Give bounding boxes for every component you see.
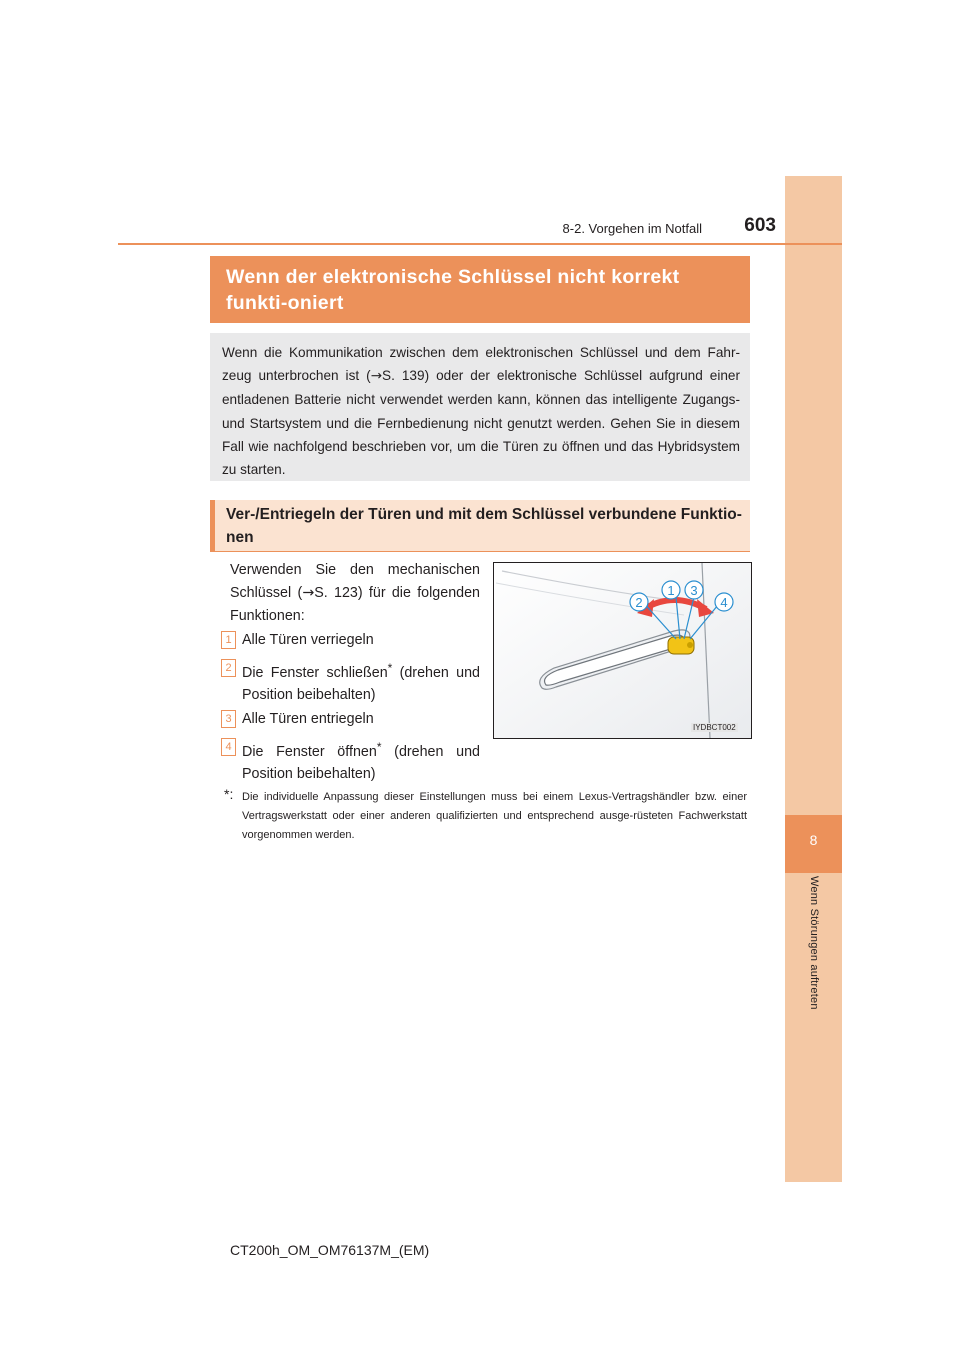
step-2-text	[242, 657, 480, 706]
header-rule	[118, 243, 842, 245]
page-number: 603	[744, 215, 776, 236]
callout-label-3: 3	[690, 583, 698, 598]
step-badge-1: 1	[221, 631, 236, 649]
step-4-text	[242, 736, 480, 785]
chapter-side-tab	[785, 176, 842, 1182]
chapter-number: 8	[809, 832, 818, 848]
step-2-label: Die Fenster schließen	[242, 665, 388, 681]
key-cylinder-center	[687, 642, 693, 648]
door-handle-illustration	[494, 563, 751, 738]
page-title: Wenn der elektronische Schlüssel nicht korrekt funkti-oniert	[226, 266, 680, 314]
subheading-box	[210, 500, 750, 552]
chapter-title: Wenn Störungen auftreten	[808, 876, 820, 1010]
body-text-part1: Verwenden Sie den mechanischen Schlüssel (	[230, 562, 480, 601]
subheading-text: Ver-/Entriegeln der Türen und mit dem Schlüssel verbundene Funktio-nen	[226, 506, 742, 546]
callout-label-1: 1	[667, 583, 675, 598]
step-badge-4: 4	[221, 738, 236, 756]
step-2-note: (drehen und Position beibehalten)	[242, 665, 480, 703]
body-text-part2: ) für die folgenden Funktionen:	[230, 585, 481, 624]
body-page-reference: S. 123	[314, 585, 358, 601]
step-1-label: Alle Türen verriegeln	[242, 632, 374, 648]
intro-box	[210, 333, 750, 481]
subheading-accent	[210, 500, 215, 552]
body-intro	[230, 559, 480, 628]
reference-arrow: →	[302, 585, 315, 601]
reference-arrow: →	[370, 368, 383, 385]
step-badge-3: 3	[221, 710, 236, 728]
section-label: 8-2. Vorgehen im Notfall	[562, 221, 702, 236]
title-bar	[210, 256, 750, 323]
step-4-label: Die Fenster öffnen	[242, 744, 377, 760]
callout-label-4: 4	[720, 595, 728, 610]
footnote-star: *	[376, 740, 382, 754]
subheading-underline	[210, 551, 750, 552]
intro-page-reference: S. 139	[382, 368, 425, 384]
intro-text-part2: ) oder der elektronische Schlüssel aufgrund einer entladenen Batterie nicht verwendet werden kann, können das intelligente Zugangs- und Startsystem und die Fernbedienung nicht genutzt werden. Gehen Sie in diesem Fall wie nachfolgend beschrieben vor, um die Türen zu öffnen und das Hybridsystem zu starten.	[222, 368, 740, 478]
step-3-text	[242, 708, 480, 730]
footnote-text: Die individuelle Anpassung dieser Einstellungen muss bei einem Lexus-Vertragshändler bzw. einer Vertragswerkstatt oder einer anderen qualifizierten und entsprechend ausge-rüsteten Fachwerkstatt vorgenommen werden.	[242, 791, 747, 841]
step-4-note: (drehen und Position beibehalten)	[242, 744, 481, 782]
callout-label-2: 2	[635, 595, 643, 610]
step-badge-2: 2	[221, 659, 236, 677]
step-3-label: Alle Türen entriegeln	[242, 711, 374, 727]
figure-code: IYDBCT002	[693, 723, 736, 732]
intro-text	[222, 341, 740, 481]
footnote-star: *	[387, 661, 393, 675]
footnote-marker: *:	[224, 786, 234, 802]
intro-text-part1: Wenn die Kommunikation zwischen dem elektronischen Schlüssel und dem Fahr-zeug unterbrochen ist (	[222, 345, 740, 384]
footer-document-code: CT200h_OM_OM76137M_(EM)	[230, 1242, 430, 1258]
door-handle-figure	[493, 562, 752, 739]
step-1-text	[242, 629, 480, 651]
